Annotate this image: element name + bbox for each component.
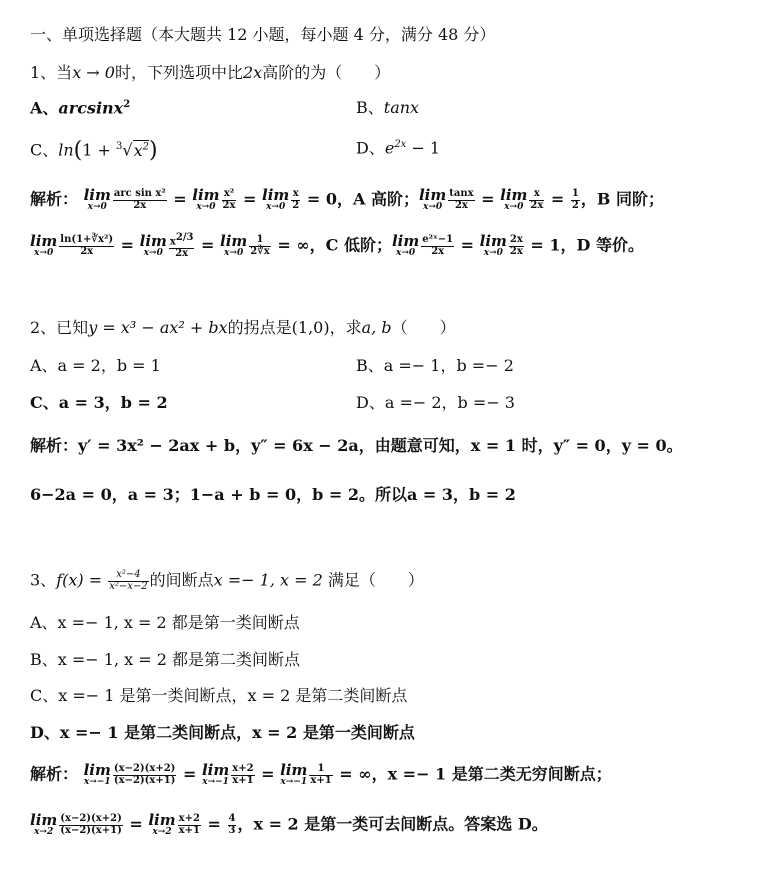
q1-option-c-inner: 1 + xyxy=(82,140,111,160)
q1-option-c-root-index: 3 xyxy=(116,141,123,153)
q3-stem-points: x =− 1, x = 2 xyxy=(213,570,323,590)
q1-option-c-root: x xyxy=(133,140,143,160)
q2-stem-suffix: （ ） xyxy=(391,318,456,337)
section-title: 一、单项选择题（本大题共 12 小题，每小题 4 分，满分 48 分） xyxy=(30,25,496,44)
q1-option-a-label: A、 xyxy=(30,98,59,118)
q3-solution-line2: lim x→2 $\frac{(x-2)(x+2)}{(x-2)(x+1)}$ = lim x→2 $\frac{x+2}{x+1}$ = $\frac{4}{3}$ ，x = 2 是第一类可去间断点。答案选 D。 xyxy=(30,811,548,837)
q3-solution-line1: 解析： lim x→−1 $\frac{(x-2)(x+2)}{(x-2)(x+1)}$ = lim x→−1 $\frac{x+2}{x+1}$ = lim x→−1 $\frac{1}{x+1}$ = ∞，x =− 1 是第二类无穷间断点； xyxy=(30,761,612,787)
q1-solution-line2: lim x→0 $\frac{\text{ln(1+∛x²)}}{2x}$ = lim x→0 $\frac{x^{2/3}}{2x}$ = lim x→0 $\frac{1}{2∛x}$ = ∞，C 低阶； lim x→0 $\frac{\text{e²ˣ−1}}{2x}$ = lim x→0 $\frac{2x}{2x}$ = 1，D 等价。 xyxy=(30,232,644,259)
q1-option-b xyxy=(356,100,419,116)
q1-stem-mid: 时，下列选项中比 xyxy=(114,63,243,82)
q1-option-b-label: B、 xyxy=(356,98,384,117)
q2-stem-mid: 的拐点是 xyxy=(227,318,292,337)
q2-solution-line2: 6−2a = 0，a = 3；1−a + b = 0，b = 2。所以a = 3，b = 2 xyxy=(30,485,516,504)
q2-option-c: C、a = 3，b = 2 xyxy=(30,393,168,412)
q2-stem-point: (1,0) xyxy=(291,318,330,337)
q1-option-b-text: tanx xyxy=(383,98,420,117)
q3-stem-prefix: 3、 xyxy=(30,570,57,590)
q1-option-d xyxy=(356,140,440,156)
q3-solution-line2-end: ，x = 2 是第一类可去间断点。答案选 D。 xyxy=(237,814,548,834)
q2-stem-expr: y = x³ − ax² + bx xyxy=(88,318,228,337)
q1-option-c-ln: ln xyxy=(58,140,74,160)
q3-stem-mid: 的间断点 xyxy=(149,570,214,590)
q1-solution-line1-mid: ，A 高阶； xyxy=(336,189,419,209)
q3-stem-f: f(x) = xyxy=(56,570,103,590)
q3-option-d: D、x =− 1 是第二类间断点，x = 2 是第一类间断点 xyxy=(30,723,415,742)
q3-stem xyxy=(30,570,424,592)
q1-option-c: C、$\ln(1 + ^3√x^2)$ xyxy=(30,138,158,163)
q1-solution-line1: 解析： lim x→0 $\frac{\text{arc sin x²}}{2x}$ = lim x→0 $\frac{\text{x²}}{2x}$ = lim x→0 $\frac{x}{2}$ = 0，A 高阶； lim x→0 $\frac{\tan x}{2x}$ = lim x→0 $\frac{x}{2x}$ = $\frac{1}{2}$ ，B 同阶； xyxy=(30,186,664,212)
q1-option-d-label: D、 xyxy=(356,138,385,158)
q1-option-d-base: e xyxy=(384,138,395,158)
q1-stem-expr: 2x xyxy=(242,63,263,82)
q3-stem-numerator: x²−4 xyxy=(108,570,148,582)
q1-solution-line2-end: ，D 等价。 xyxy=(560,235,644,255)
q1-solution-label: 解析： xyxy=(30,189,79,209)
q2-stem xyxy=(30,320,456,336)
q3-solution-line1-end: ，x =− 1 是第二类无穷间断点； xyxy=(371,764,612,784)
q1-stem-suffix: 高阶的为（ ） xyxy=(262,63,391,82)
q1-option-c-label: C、 xyxy=(30,140,59,160)
q1-stem xyxy=(30,65,390,81)
q2-stem-ask: ，求 xyxy=(329,318,362,337)
q1-option-a: A、arcsinx$^2$ xyxy=(30,98,131,118)
q1-solution-line2-mid: ，C 低阶； xyxy=(309,235,392,255)
q2-option-d: D、a =− 2，b =− 3 xyxy=(356,393,515,412)
q2-option-b: B、a =− 1，b =− 2 xyxy=(356,356,514,375)
q2-option-a: A、a = 2，b = 1 xyxy=(30,356,161,375)
q3-option-a: A、x =− 1, x = 2 都是第一类间断点 xyxy=(30,613,300,632)
q3-option-b: B、x =− 1, x = 2 都是第二类间断点 xyxy=(30,650,300,669)
q2-solution-line1: 解析：y′ = 3x² − 2ax + b，y″ = 6x − 2a，由题意可知，x = 1 时，y″ = 0，y = 0。 xyxy=(30,436,683,455)
q2-stem-vars: a, b xyxy=(361,318,392,337)
q3-stem-suffix: 满足（ ） xyxy=(327,570,424,590)
q3-option-c: C、x =− 1 是第一类间断点，x = 2 是第二类间断点 xyxy=(30,686,408,705)
q1-solution-line1-end: ，B 同阶； xyxy=(580,189,664,209)
q1-option-d-tail: − 1 xyxy=(411,138,441,158)
q1-stem-prefix: 1、当 xyxy=(30,63,73,82)
q1-option-a-text: arcsinx xyxy=(58,98,124,118)
q1-stem-cond: x → 0 xyxy=(72,63,115,82)
q3-solution-label: 解析： xyxy=(30,764,79,784)
q3-stem-denominator: x²−x−2 xyxy=(109,580,148,592)
q1-option-d-exp: 2x xyxy=(394,139,407,150)
q2-stem-prefix: 2、已知 xyxy=(30,318,89,337)
